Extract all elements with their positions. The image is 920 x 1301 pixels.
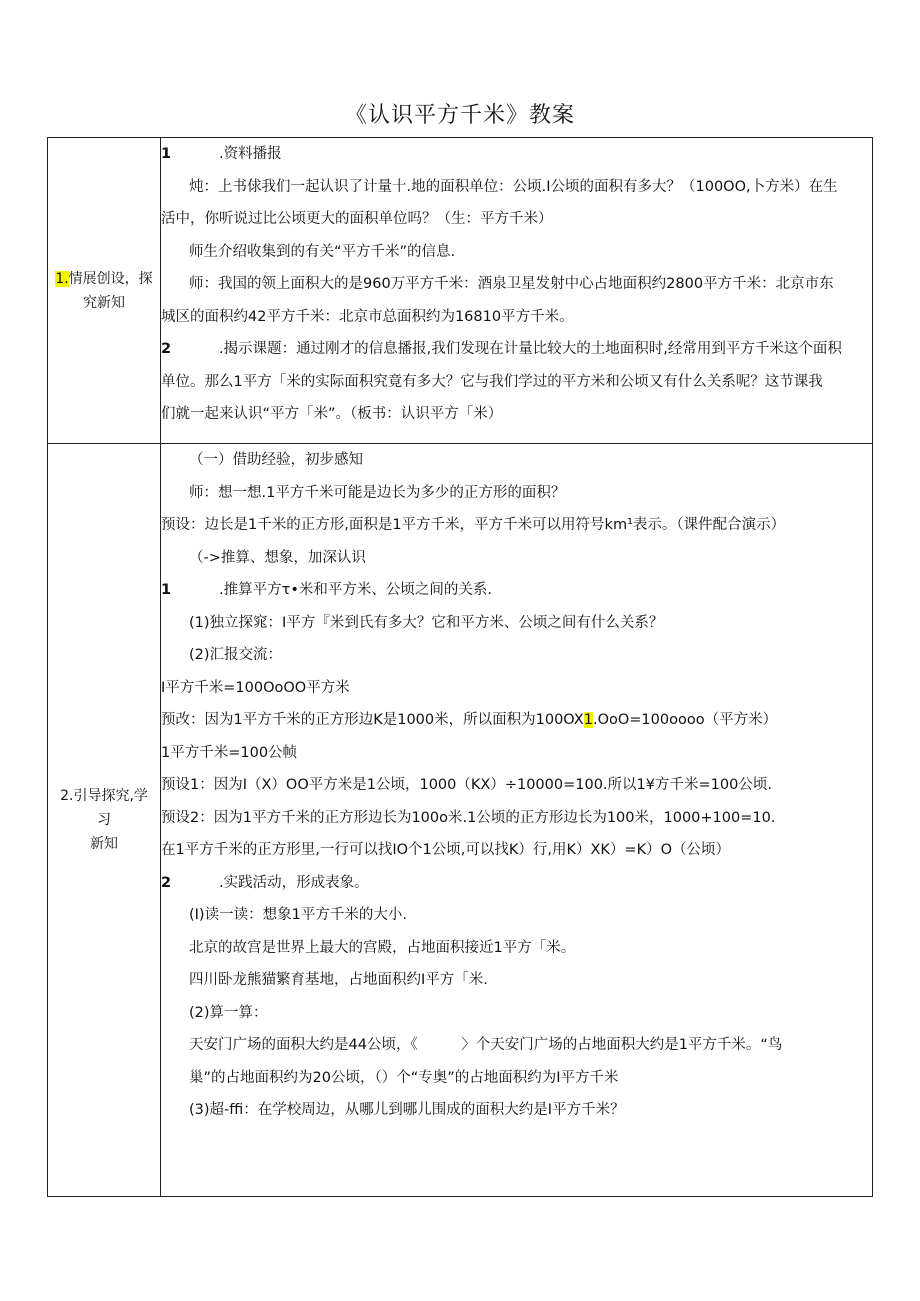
label-text: 新知 (90, 836, 118, 852)
paragraph-line: I平方千米=100OoOO平方米 (161, 679, 350, 696)
label-text: 情展创设，探 (68, 270, 153, 287)
section-label (48, 444, 161, 1197)
item-number: 2 (161, 341, 172, 357)
paragraph-line: 师生介绍收集到的有关“平方千米”的信息. (189, 243, 456, 260)
item-heading: .推算平方τ•米和平方米、公顷之间的关系. (219, 582, 492, 598)
paragraph-line: 北京的故宫是世界上最大的宫殿，占地面积接近1平方「米。 (189, 939, 576, 956)
section-label (48, 138, 161, 444)
paragraph-line: 预设：边长是1千米的正方形,面积是1平方千米，平方千米可以用符号km¹表示。（课件配合演示） (161, 517, 786, 533)
item-heading: .资料播报 (219, 146, 282, 162)
paragraph-line: 师：想一想.1平方千米可能是边长为多少的正方形的面积？ (189, 484, 566, 501)
paragraph-line: 天安门广场的面积大约是44公顷，《 〉个天安门广场的占地面积大约是1平方千米。“鸟 (189, 1037, 783, 1053)
paragraph-line: 预设1：因为I（X）OO平方米是1公顷，1000（KX）÷10000=100.所以1¥方千米=100公顷. (161, 777, 772, 793)
paragraph-line: 城区的面积约42平方千米：北京市总面积约为16810平方千米。 (161, 308, 574, 325)
section-content (161, 444, 873, 1197)
paragraph-line: （->推算、想象，加深认识 (189, 549, 366, 566)
paragraph-line: 单位。那么1平方「米的实际面积究竟有多大？它与我们学过的平方米和公顷又有什么关系呢？这节课我 (161, 373, 823, 390)
paragraph-line: 师：我国的领上面积大的是960万平方千米：酒泉卫星发射中心占地面积约2800平方千米：北京市东 (189, 276, 834, 292)
table-row (48, 444, 873, 1197)
paragraph-line: 巢”的占地面积约为20公顷，（）个“专奥”的占地面积约为I平方千米 (189, 1069, 619, 1086)
paragraph-line: .揭示课题：通过刚才的信息播报,我们发现在计量比较大的土地面积时,经常用到平方千米这个面积 (219, 341, 842, 357)
paragraph-line: 预设2：因为1平方千米的正方形边长为100o米.1公顷的正方形边长为100米，1000+100=10. (161, 809, 776, 826)
paragraph-line: 们就一起来认识“平方「米”。（板书：认识平方「米） (161, 406, 503, 422)
paragraph-line: （一）借助经验，初步感知 (189, 452, 363, 468)
item-heading: .实践活动，形成表象。 (219, 874, 369, 891)
paragraph-line: 预改：因为1平方千米的正方形边K是1000米，所以面积为100OX (161, 712, 584, 728)
item-number: 1 (161, 146, 172, 162)
lesson-plan-table (47, 137, 873, 1197)
page-title: 《认识平方千米》教案 (344, 103, 575, 128)
paragraph-line: 在1平方千米的正方形里,一行可以找IO个1公顷,可以找K）行,用K）XK）=K）O（公顷） (161, 842, 730, 858)
paragraph-line: (2)汇报交流： (189, 647, 283, 663)
table-row (48, 138, 873, 444)
paragraph-line: (1)独立探窕：I平方『米到氏有多大？它和平方米、公顷之间有什么关系？ (189, 614, 664, 631)
paragraph-line: 1平方千米=100公帧 (161, 744, 298, 761)
paragraph-line: 四川卧龙熊猫繁育基地，占地面积约I平方「米. (189, 972, 488, 988)
label-highlight: 1. (55, 270, 69, 287)
text-highlight: 1 (583, 712, 593, 728)
paragraph-line: 活中，你听说过比公顷更大的面积单位吗？（生：平方千米） (161, 211, 553, 227)
item-number: 1 (161, 582, 172, 598)
item-number: 2 (161, 874, 172, 891)
paragraph-line: 炖：上书俅我们一起认识了计量十.地的面积单位：公顷.I公顷的面积有多大？（100OO,卜方米）在生 (189, 178, 838, 195)
paragraph-line: (2)算一算： (189, 1004, 268, 1021)
label-text: 2.引导探究,学习 (60, 788, 148, 828)
paragraph-line: (3)超-ffi：在学校周边，从哪儿到哪儿围成的面积大约是I平方千米？ (189, 1102, 625, 1118)
label-text: 究新知 (83, 294, 125, 311)
paragraph-line: (I)读一读：想象1平方千米的大小. (189, 907, 407, 923)
section-content (161, 138, 873, 444)
paragraph-line: .OoO=100oooo（平方米） (592, 712, 778, 728)
